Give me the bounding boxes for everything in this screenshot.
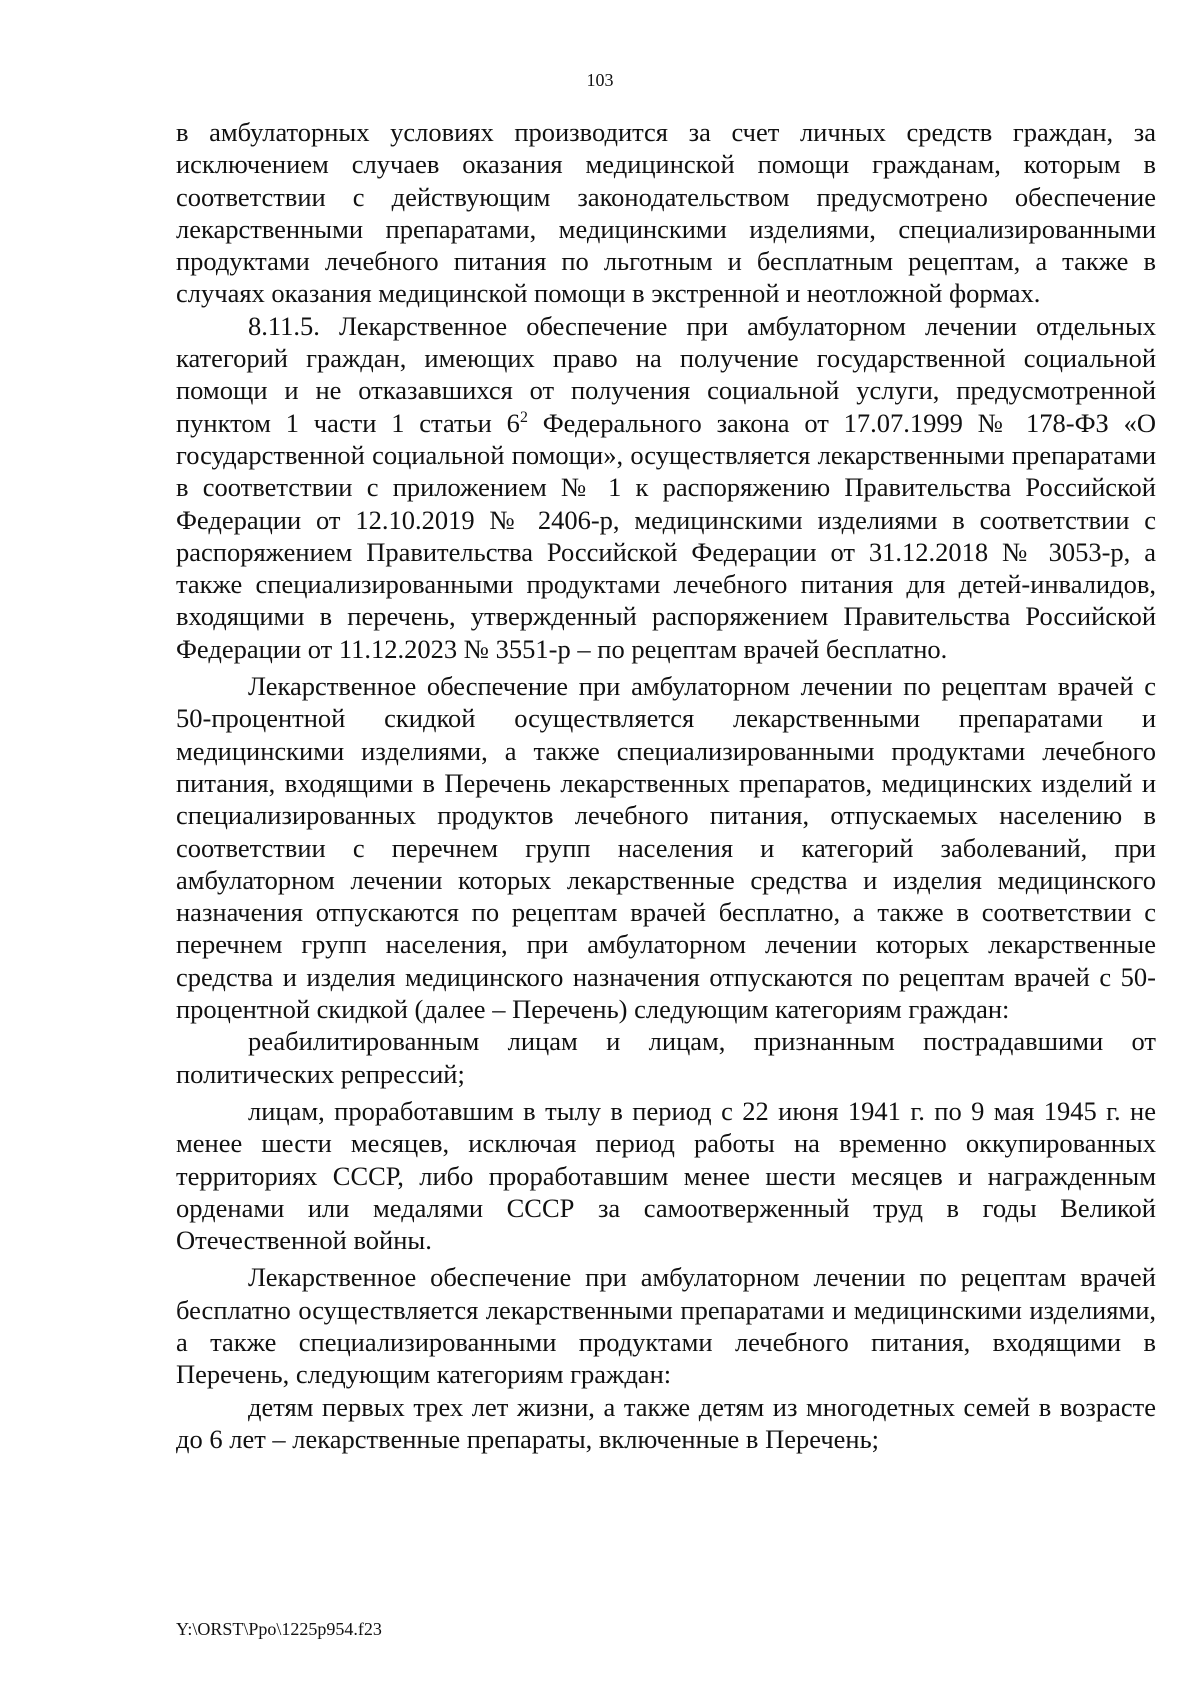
- paragraph-section-8-11-5: [176, 310, 1156, 665]
- paragraph-text-after-superscript: Федерального закона от 17.07.1999 № 178-ФЗ «О государственной социальной помощи», осуществляется лекарственными препаратами в соответствии с приложением № 1 к распоряжению Правительства Российской Федерации от 12.10.2019 № 2406-р, медицинскими изделиями в соответствии с распоряжением Правительства Российской Федерации от 31.12.2018 № 3053-р, а также специализированными продуктами лечебного питания для детей-инвалидов, входящими в перечень, утвержденный распоряжением Правительства Российской Федерации от 11.12.2023 № 3551-р – по рецептам врачей бесплатно.: [176, 407, 1156, 664]
- paragraph-free-provision: Лекарственное обеспечение при амбулаторном лечении по рецептам врачей бесплатно осуществляется лекарственными препаратами и медицинскими изделиями, а также специализированными продуктами лечебного питания, входящими в Перечень, следующим категориям граждан:: [176, 1262, 1156, 1390]
- paragraph-discount-provision: Лекарственное обеспечение при амбулаторном лечении по рецептам врачей с 50-процентной скидкой осуществляется лекарственными препаратами и медицинскими изделиями, а также специализированными продуктами лечебного питания, входящими в Перечень лекарственных препаратов, медицинских изделий и специализированных продуктов лечебного питания, отпускаемых населению в соответствии с перечнем групп населения и категорий заболеваний, при амбулаторном лечении которых лекарственные средства и изделия медицинского назначения отпускаются по рецептам врачей бесплатно, а также в соответствии с перечнем групп населения, при амбулаторном лечении которых лекарственные средства и изделия медицинского назначения отпускаются по рецептам врачей с 50-процентной скидкой (далее – Перечень) следующим категориям граждан:: [176, 671, 1156, 1025]
- superscript-article-index: 2: [519, 408, 528, 426]
- page-number: 103: [586, 70, 614, 90]
- paragraph-continuation: в амбулаторных условиях производится за счет личных средств граждан, за исключением случаев оказания медицинской помощи гражданам, которым в соответствии с действующим законодательством предусмотрено обеспечение лекарственными препаратами, медицинскими изделиями, специализированными продуктами лечебного питания по льготным и бесплатным рецептам, а также в случаях оказания медицинской помощи в экстренной и неотложной формах.: [176, 117, 1156, 309]
- file-path-footer: Y:\ORST\Ppo\1225p954.f23: [176, 1619, 382, 1639]
- paragraph-text-before-superscript: 8.11.5. Лекарственное обеспечение при амбулаторном лечении отдельных категорий граждан, имеющих право на получение государственной социальной помощи и не отказавшихся от получения социальной услуги, предусмотренной пунктом 1 части 1 статьи 6: [176, 310, 1156, 438]
- document-body: [176, 116, 1156, 1455]
- paragraph-children: детям первых трех лет жизни, а также детям из многодетных семей в возрасте до 6 лет – лекарственные препараты, включенные в Перечень;: [176, 1391, 1156, 1454]
- paragraph-rehabilitated-persons: реабилитированным лицам и лицам, признанным пострадавшими от политических репрессий;: [176, 1026, 1156, 1089]
- paragraph-home-front-workers: лицам, проработавшим в тылу в период с 22 июня 1941 г. по 9 мая 1945 г. не менее шести месяцев, исключая период работы на временно оккупированных территориях СССР, либо проработавшим менее шести месяцев и награжденным орденами или медалями СССР за самоотверженный труд в годы Великой Отечественной войны.: [176, 1095, 1156, 1256]
